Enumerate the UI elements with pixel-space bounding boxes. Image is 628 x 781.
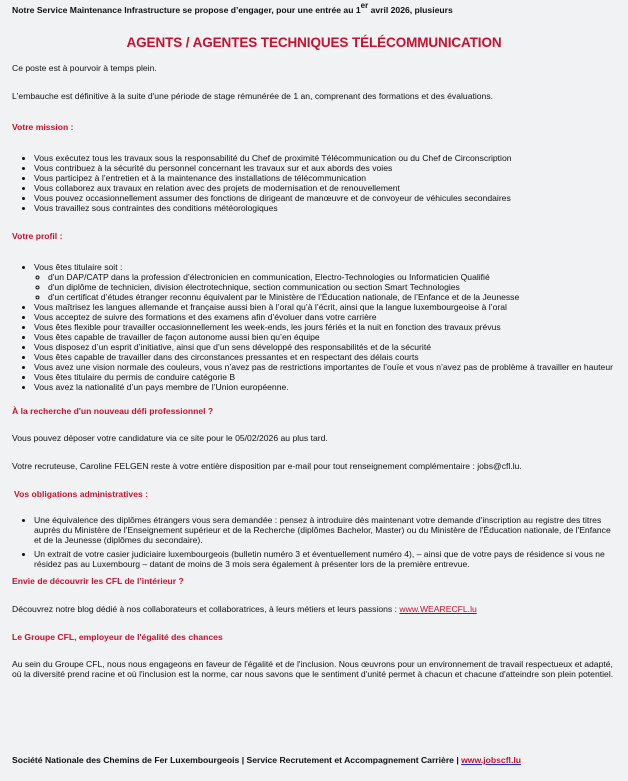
- challenge-heading: À la recherche d'un nouveau défi professionnel ?: [12, 406, 214, 416]
- list-item: • Vous avez une vision normale des couleurs, vous n’avez pas de restrictions importantes de l’ouïe et vous n’avez pas de problème à travailler en hauteur: [34, 362, 616, 372]
- obligations-heading: Vos obligations administratives :: [14, 489, 149, 499]
- sub-list-item: ◦ d'un diplôme de technicien, division électrotechnique, section communication ou section Smart Technologies: [48, 282, 616, 292]
- obligations-list: [12, 515, 616, 569]
- list-item: • Vous contribuez à la sécurité du personnel concernant les travaux sur et aux abords des voies: [34, 163, 616, 173]
- jobscfl-link[interactable]: www.jobscfl.lu: [461, 755, 521, 765]
- intro-main: Notre Service Maintenance Infrastructure se propose d’engager, pour une entrée au 1: [12, 5, 361, 15]
- list-item: • Vous avez la nationalité d’un pays membre de l’Union européenne.: [34, 382, 616, 392]
- equal-opportunity-text: Au sein du Groupe CFL, nous nous engageons en faveur de l'égalité et de l'inclusion. Nous œuvrons pour un environnement de travail respectueux et adapté, où la diversité prend racine et où l'inclusion est la norme, car nous savons que le sentiment d'unité permet à chacun et chacune d'atteindre son plein potentiel.: [12, 659, 614, 679]
- intro-superscript: er: [360, 1, 369, 10]
- qualification-label: Vous êtes titulaire soit :: [34, 262, 123, 272]
- mission-list: [12, 153, 616, 213]
- profile-list: [12, 262, 616, 392]
- list-item: • Vous êtes flexible pour travailler occasionnellement les week-ends, les jours fériés et la nuit en fonction des travaux prévus: [34, 322, 616, 332]
- application-deadline-text: Vous pouvez déposer votre candidature via ce site pour le 05/02/2026 au plus tard.: [12, 433, 328, 443]
- list-item: • Vous êtes capable de travailler de façon autonome aussi bien qu’en équipe: [34, 332, 616, 342]
- list-item: • Vous travaillez sous contraintes des conditions météorologiques: [34, 203, 616, 213]
- list-item: [34, 262, 616, 302]
- list-item: • Une équivalence des diplômes étrangers vous sera demandée : pensez à introduire dès maintenant votre demande d'inscription au registre des titres auprès du Ministère de l'Enseignement supérieur et de la Recherche (diplômes Bachelor, Master) ou du Ministère de l'Éducation nationale, de l'Enfance et de la Jeunesse (diplômes du secondaire).: [34, 515, 616, 545]
- footer: [12, 755, 521, 765]
- profile-heading: Votre profil :: [12, 231, 63, 241]
- discover-cfl-heading: Envie de découvrir les CFL de l’intérieur ?: [12, 576, 184, 586]
- mission-heading: Votre mission :: [12, 122, 74, 132]
- recruiter-contact-text: Votre recruteuse, Caroline FELGEN reste à votre entière disposition par e-mail pour tout renseignement complémentaire : jobs@cfl.lu.: [12, 461, 522, 471]
- list-item: • Vous êtes titulaire du permis de conduire catégorie B: [34, 372, 616, 382]
- intro-end: avril 2026, plusieurs: [368, 5, 453, 15]
- footer-text: Société Nationale des Chemins de Fer Luxembourgeois | Service Recrutement et Accompagnement Carrière |: [12, 755, 462, 765]
- equal-opportunity-heading: Le Groupe CFL, employeur de l'égalité des chances: [12, 632, 223, 642]
- list-item: • Vous maîtrisez les langues allemande et française aussi bien à l’oral qu’à l’écrit, ainsi que la langue luxembourgeoise à l’oral: [34, 302, 616, 312]
- list-item: • Vous êtes capable de travailler dans des circonstances pressantes et en respectant des délais courts: [34, 352, 616, 362]
- sub-list-item: ◦ d'un certificat d’études étranger reconnu équivalent par le Ministère de l’Éducation nationale, de l’Enfance et de la Jeunesse: [48, 292, 616, 302]
- list-item: • Un extrait de votre casier judiciaire luxembourgeois (bulletin numéro 3 et éventuellement numéro 4), – ainsi que de votre pays de résidence si vous ne résidez pas au Luxembourg – datant de moins de 3 mois sera également à présenter lors de la première entrevue.: [34, 549, 616, 569]
- intro-text: [12, 0, 616, 15]
- blog-description: Découvrez notre blog dédié à nos collaborateurs et collaboratrices, à leurs métiers et leurs passions :: [12, 604, 400, 614]
- list-item: • Vous participez à l’entretien et à la maintenance des installations de télécommunication: [34, 173, 616, 183]
- list-item: • Vous acceptez de suivre des formations et des examens afin d’évoluer dans votre carrière: [34, 312, 616, 322]
- blog-text: [12, 604, 616, 614]
- wearecfl-link[interactable]: www.WEARECFL.lu: [399, 604, 477, 614]
- list-item: • Vous pouvez occasionnellement assumer des fonctions de dirigeant de manœuvre et de convoyeur de véhicules secondaires: [34, 193, 616, 203]
- sub-list-item: ◦ d'un DAP/CATP dans la profession d’électronicien en communication, Electro-Technologies ou Informaticien Qualifié: [48, 272, 616, 282]
- page-title: AGENTS / AGENTES TECHNIQUES TÉLÉCOMMUNICATION: [126, 35, 502, 50]
- list-item: • Vous collaborez aux travaux en relation avec des projets de modernisation et de renouvellement: [34, 183, 616, 193]
- qualification-sublist: [34, 272, 616, 302]
- list-item: • Vous disposez d’un esprit d’initiative, ainsi que d’un sens développé des responsabilités et de la sécurité: [34, 342, 616, 352]
- list-item: • Vous exécutez tous les travaux sous la responsabilité du Chef de proximité Télécommunication ou du Chef de Circonscription: [34, 153, 616, 163]
- hiring-text: L'embauche est définitive à la suite d'une période de stage rémunérée de 1 an, comprenant des formations et des évaluations.: [12, 91, 494, 101]
- full-time-text: Ce poste est à pourvoir à temps plein.: [12, 63, 157, 73]
